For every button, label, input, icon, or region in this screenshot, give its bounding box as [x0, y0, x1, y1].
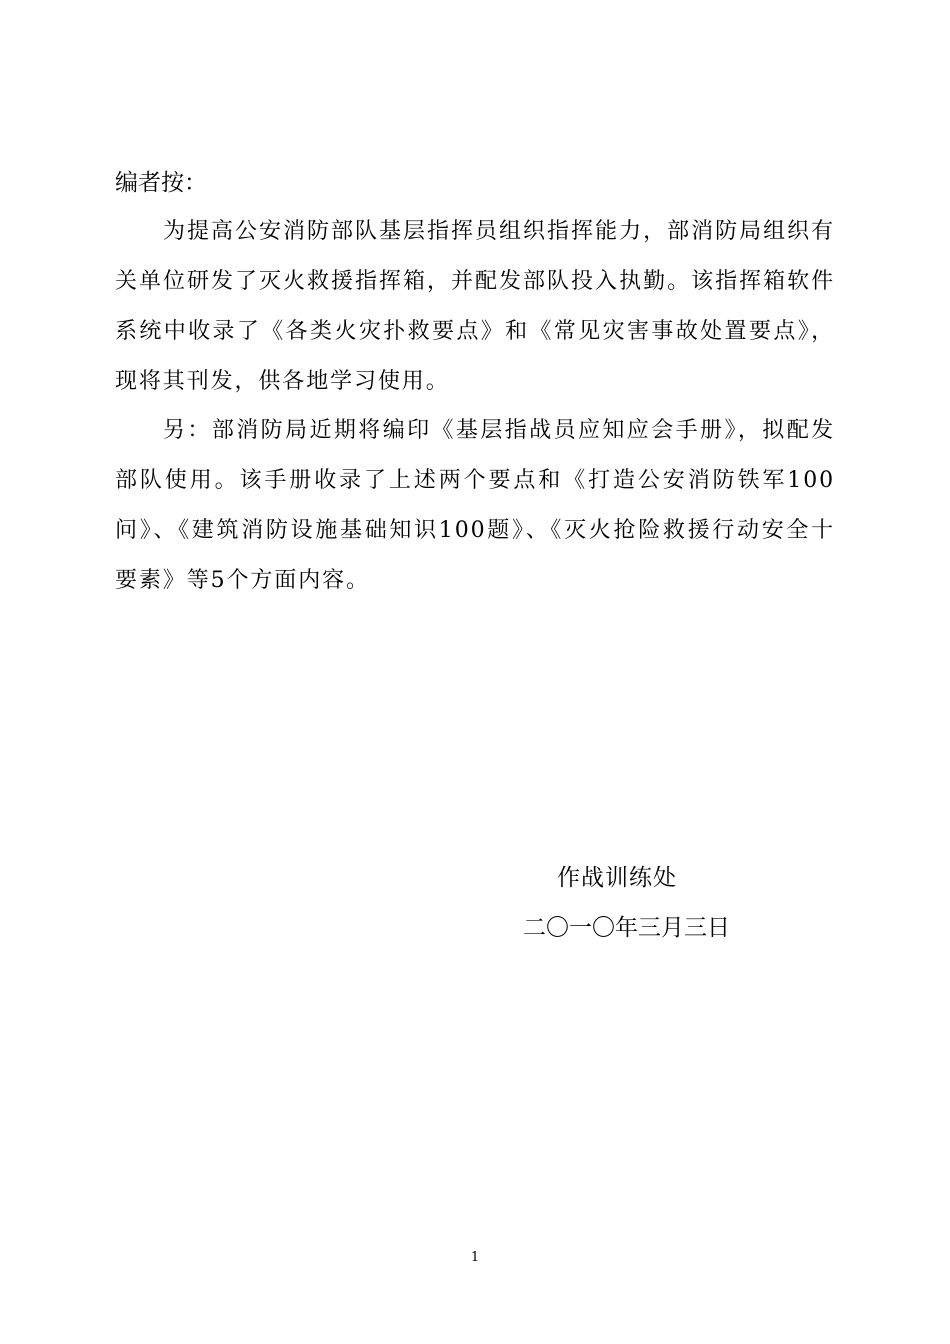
body-paragraph-1: 为提高公安消防部队基层指挥员组织指挥能力，部消防局组织有关单位研发了灭火救援指挥箱，并配发部队投入执勤。该指挥箱软件系统中收录了《各类火灾扑救要点》和《常见灾害事故处置要点》，现将其刊发，供各地学习使用。: [115, 219, 835, 394]
page-number: 1: [470, 1250, 480, 1265]
signature-date: 二〇一〇年三月三日: [523, 915, 730, 941]
signature-organization: 作战训练处: [557, 865, 677, 891]
body-paragraph-2: 另：部消防局近期将编印《基层指战员应知应会手册》，拟配发部队使用。该手册收录了上述两个要点和《打造公安消防铁军100问》、《建筑消防设施基础知识100题》、《灭火抢险救援行动安全十要素》等5个方面内容。: [115, 418, 835, 593]
editor-note-heading: 编者按：: [115, 170, 207, 196]
